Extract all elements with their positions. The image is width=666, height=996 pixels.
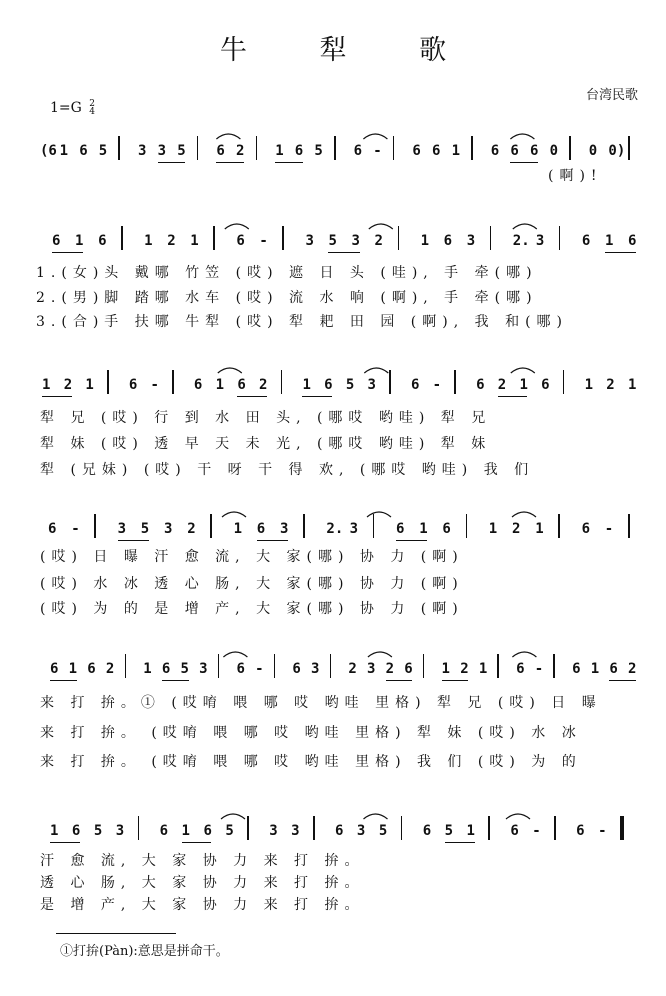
note: - — [534, 661, 544, 677]
note: 6 — [335, 823, 344, 839]
note: 6 — [79, 143, 88, 159]
slur-arc — [506, 814, 530, 819]
time-signature: 2 4 — [89, 99, 96, 117]
note: - — [255, 661, 264, 677]
note: 3 — [280, 521, 289, 537]
note: - — [259, 233, 268, 249]
note: 2 — [167, 233, 176, 249]
note: 6 — [324, 377, 333, 393]
lyric-line: (哎) 日 曝 汗 愈 流, 大 家(哪) 协 力 (啊) — [40, 549, 464, 565]
note: 6 — [353, 143, 363, 159]
note: 6 — [203, 823, 212, 839]
lyric-line: 透 心 肠, 大 家 协 力 来 打 拚。 — [40, 875, 365, 891]
note: 6 — [236, 233, 245, 249]
note: 6 — [628, 233, 637, 249]
note: 3 — [366, 661, 376, 677]
note: 1 — [144, 233, 153, 249]
note: 6 — [71, 823, 81, 839]
note: 1 — [85, 377, 94, 393]
note: 3 — [351, 233, 360, 249]
note: 6 — [572, 661, 581, 677]
slur-arc — [364, 814, 388, 819]
note: 3 — [138, 143, 147, 159]
note: 1 — [75, 233, 84, 249]
note: 5 — [140, 521, 150, 537]
note: 6 — [50, 661, 59, 677]
note: 1 — [50, 823, 59, 839]
note: - — [150, 377, 159, 393]
note: 6 — [490, 143, 500, 159]
note: 3 — [115, 823, 125, 839]
note: 5 — [314, 143, 323, 159]
lyric-line: 犁 (兄妹) (哎) 干 呀 干 得 欢, (哪哎 哟哇) 我 们 — [40, 462, 535, 478]
note: 3 — [291, 823, 300, 839]
note: 1 — [451, 143, 461, 159]
note: 3 — [269, 823, 278, 839]
lyric-line: 犁 兄 (哎) 行 到 水 田 头, (哪哎 哟哇) 犁 兄 — [40, 410, 492, 426]
lyric-line: 是 增 产, 大 家 协 力 来 打 拚。 — [40, 897, 365, 913]
note: 3 — [367, 377, 376, 393]
note: 5 — [444, 823, 454, 839]
note: 2 — [497, 377, 507, 393]
note: 3 — [157, 143, 167, 159]
note: 2. — [512, 233, 530, 249]
note: 1 — [420, 233, 430, 249]
note: 1 — [419, 521, 428, 537]
lyric-line: 1.(女)头 戴哪 竹笠 (哎) 遮 日 头 (哇), 手 牵(哪) — [36, 265, 538, 281]
note: 6 — [256, 521, 266, 537]
note: 2 — [105, 661, 115, 677]
note: 6 — [581, 233, 591, 249]
note: - — [71, 521, 80, 537]
note: 1 — [535, 521, 544, 537]
note: 5 — [98, 143, 108, 159]
lyric-line: 来 打 拚。 (哎唷 喂 哪 哎 哟哇 里格) 我 们 (哎) 为 的 — [40, 754, 582, 770]
note: 3 — [305, 233, 314, 249]
note: 6 — [396, 521, 405, 537]
note: 5 — [345, 377, 355, 393]
note: 1 — [302, 377, 311, 393]
note: 6 — [128, 377, 138, 393]
note: 6 — [87, 661, 96, 677]
note: 6 — [541, 377, 550, 393]
note: 2 — [348, 661, 357, 677]
note: 0 — [588, 143, 598, 159]
note: 1 — [488, 521, 498, 537]
note: 6 — [294, 143, 304, 159]
note: 6 — [609, 661, 618, 677]
note: 6 — [510, 823, 519, 839]
note: 2 — [187, 521, 196, 537]
note: 6 — [161, 661, 171, 677]
note: - — [432, 377, 442, 393]
note: (6 — [40, 143, 57, 159]
note: 6 — [510, 143, 519, 159]
note: 6 — [422, 823, 432, 839]
note: 6 — [98, 233, 107, 249]
lyric-line: 来 打 拚。 (哎唷 喂 哪 哎 哟哇 里格) 犁 妹 (哎) 水 冰 — [40, 725, 582, 741]
lyric-line: 来 打 拚。① (哎唷 喂 哪 哎 哟哇 里格) 犁 兄 (哎) 日 曝 — [40, 695, 602, 711]
note: 3 — [349, 521, 359, 537]
slur-arc — [221, 814, 245, 819]
note: 1 — [143, 661, 152, 677]
lyric-line: (哎) 为 的 是 增 产, 大 家(哪) 协 力 (啊) — [40, 601, 464, 617]
note: 2 — [460, 661, 469, 677]
note: 6 — [292, 661, 301, 677]
note: 0 — [549, 143, 559, 159]
note: 6 — [412, 143, 421, 159]
note: 6 — [443, 233, 453, 249]
note: 1 — [59, 143, 69, 159]
page-title: 牛 犁 歌 — [219, 35, 479, 66]
note: - — [598, 823, 607, 839]
lyric-line: 2.(男)脚 踏哪 水车 (哎) 流 水 响 (啊), 手 牵(哪) — [36, 290, 538, 306]
note: 1 — [215, 377, 225, 393]
note: 3 — [535, 233, 545, 249]
note: 3 — [466, 233, 476, 249]
note: 2. — [326, 521, 344, 537]
note: 6 — [237, 377, 246, 393]
note: 6 — [432, 143, 441, 159]
note: 1 — [584, 377, 594, 393]
footnote-divider — [56, 933, 176, 934]
note: 3 — [164, 521, 173, 537]
note: 1 — [590, 661, 600, 677]
note: 6 — [476, 377, 485, 393]
note: 6 — [410, 377, 420, 393]
note: 2 — [63, 377, 73, 393]
note: 1 — [466, 823, 475, 839]
note: 1 — [478, 661, 488, 677]
note: 2 — [512, 521, 521, 537]
note: 2 — [236, 143, 245, 159]
note: 1 — [275, 143, 284, 159]
note: 1 — [519, 377, 528, 393]
note: 6 — [159, 823, 169, 839]
note: 5 — [225, 823, 234, 839]
note: 0) — [608, 143, 626, 159]
note: 5 — [177, 143, 186, 159]
note: 2 — [259, 377, 268, 393]
note: 5 — [378, 823, 388, 839]
note: 6 — [236, 661, 245, 677]
note: 5 — [180, 661, 189, 677]
note: 5 — [328, 233, 337, 249]
note: 3 — [311, 661, 320, 677]
key-label: 1=G — [50, 100, 82, 116]
note: 6 — [530, 143, 539, 159]
note: 1 — [190, 233, 199, 249]
lyric-line: (哎) 水 冰 透 心 肠, 大 家(哪) 协 力 (啊) — [40, 576, 464, 592]
note: 6 — [404, 661, 413, 677]
note: 1 — [233, 521, 243, 537]
note: 3 — [199, 661, 208, 677]
note: 3 — [117, 521, 127, 537]
note: 1 — [181, 823, 190, 839]
note: 1 — [441, 661, 450, 677]
note: 1 — [628, 377, 637, 393]
note: 5 — [93, 823, 103, 839]
note: 3 — [356, 823, 366, 839]
note: 2 — [385, 661, 395, 677]
note: - — [604, 521, 614, 537]
note: 6 — [193, 377, 203, 393]
note: 1 — [604, 233, 614, 249]
note: 1 — [42, 377, 51, 393]
note: 2 — [374, 233, 383, 249]
lyric-line: 3.(合)手 扶哪 牛犁 (哎) 犁 耙 田 园 (啊), 我 和(哪) — [36, 314, 569, 330]
note: 1 — [68, 661, 78, 677]
note: 6 — [52, 233, 61, 249]
song-origin: 台湾民歌 — [585, 88, 638, 103]
note: 6 — [581, 521, 591, 537]
note: 6 — [576, 823, 585, 839]
footnote: ①打拚(Pàn):意思是拼命干。 — [60, 944, 229, 959]
note: 6 — [516, 661, 525, 677]
note: - — [532, 823, 541, 839]
note: 6 — [48, 521, 57, 537]
lyric-line: (啊)! — [548, 168, 603, 184]
note: 2 — [606, 377, 615, 393]
note: 2 — [628, 661, 637, 677]
note: 6 — [216, 143, 225, 159]
lyric-line: 汗 愈 流, 大 家 协 力 来 打 拚。 — [40, 853, 365, 869]
lyric-line: 犁 妹 (哎) 透 早 天 未 光, (哪哎 哟哇) 犁 妹 — [40, 436, 492, 452]
note: 6 — [442, 521, 451, 537]
note: - — [373, 143, 382, 159]
